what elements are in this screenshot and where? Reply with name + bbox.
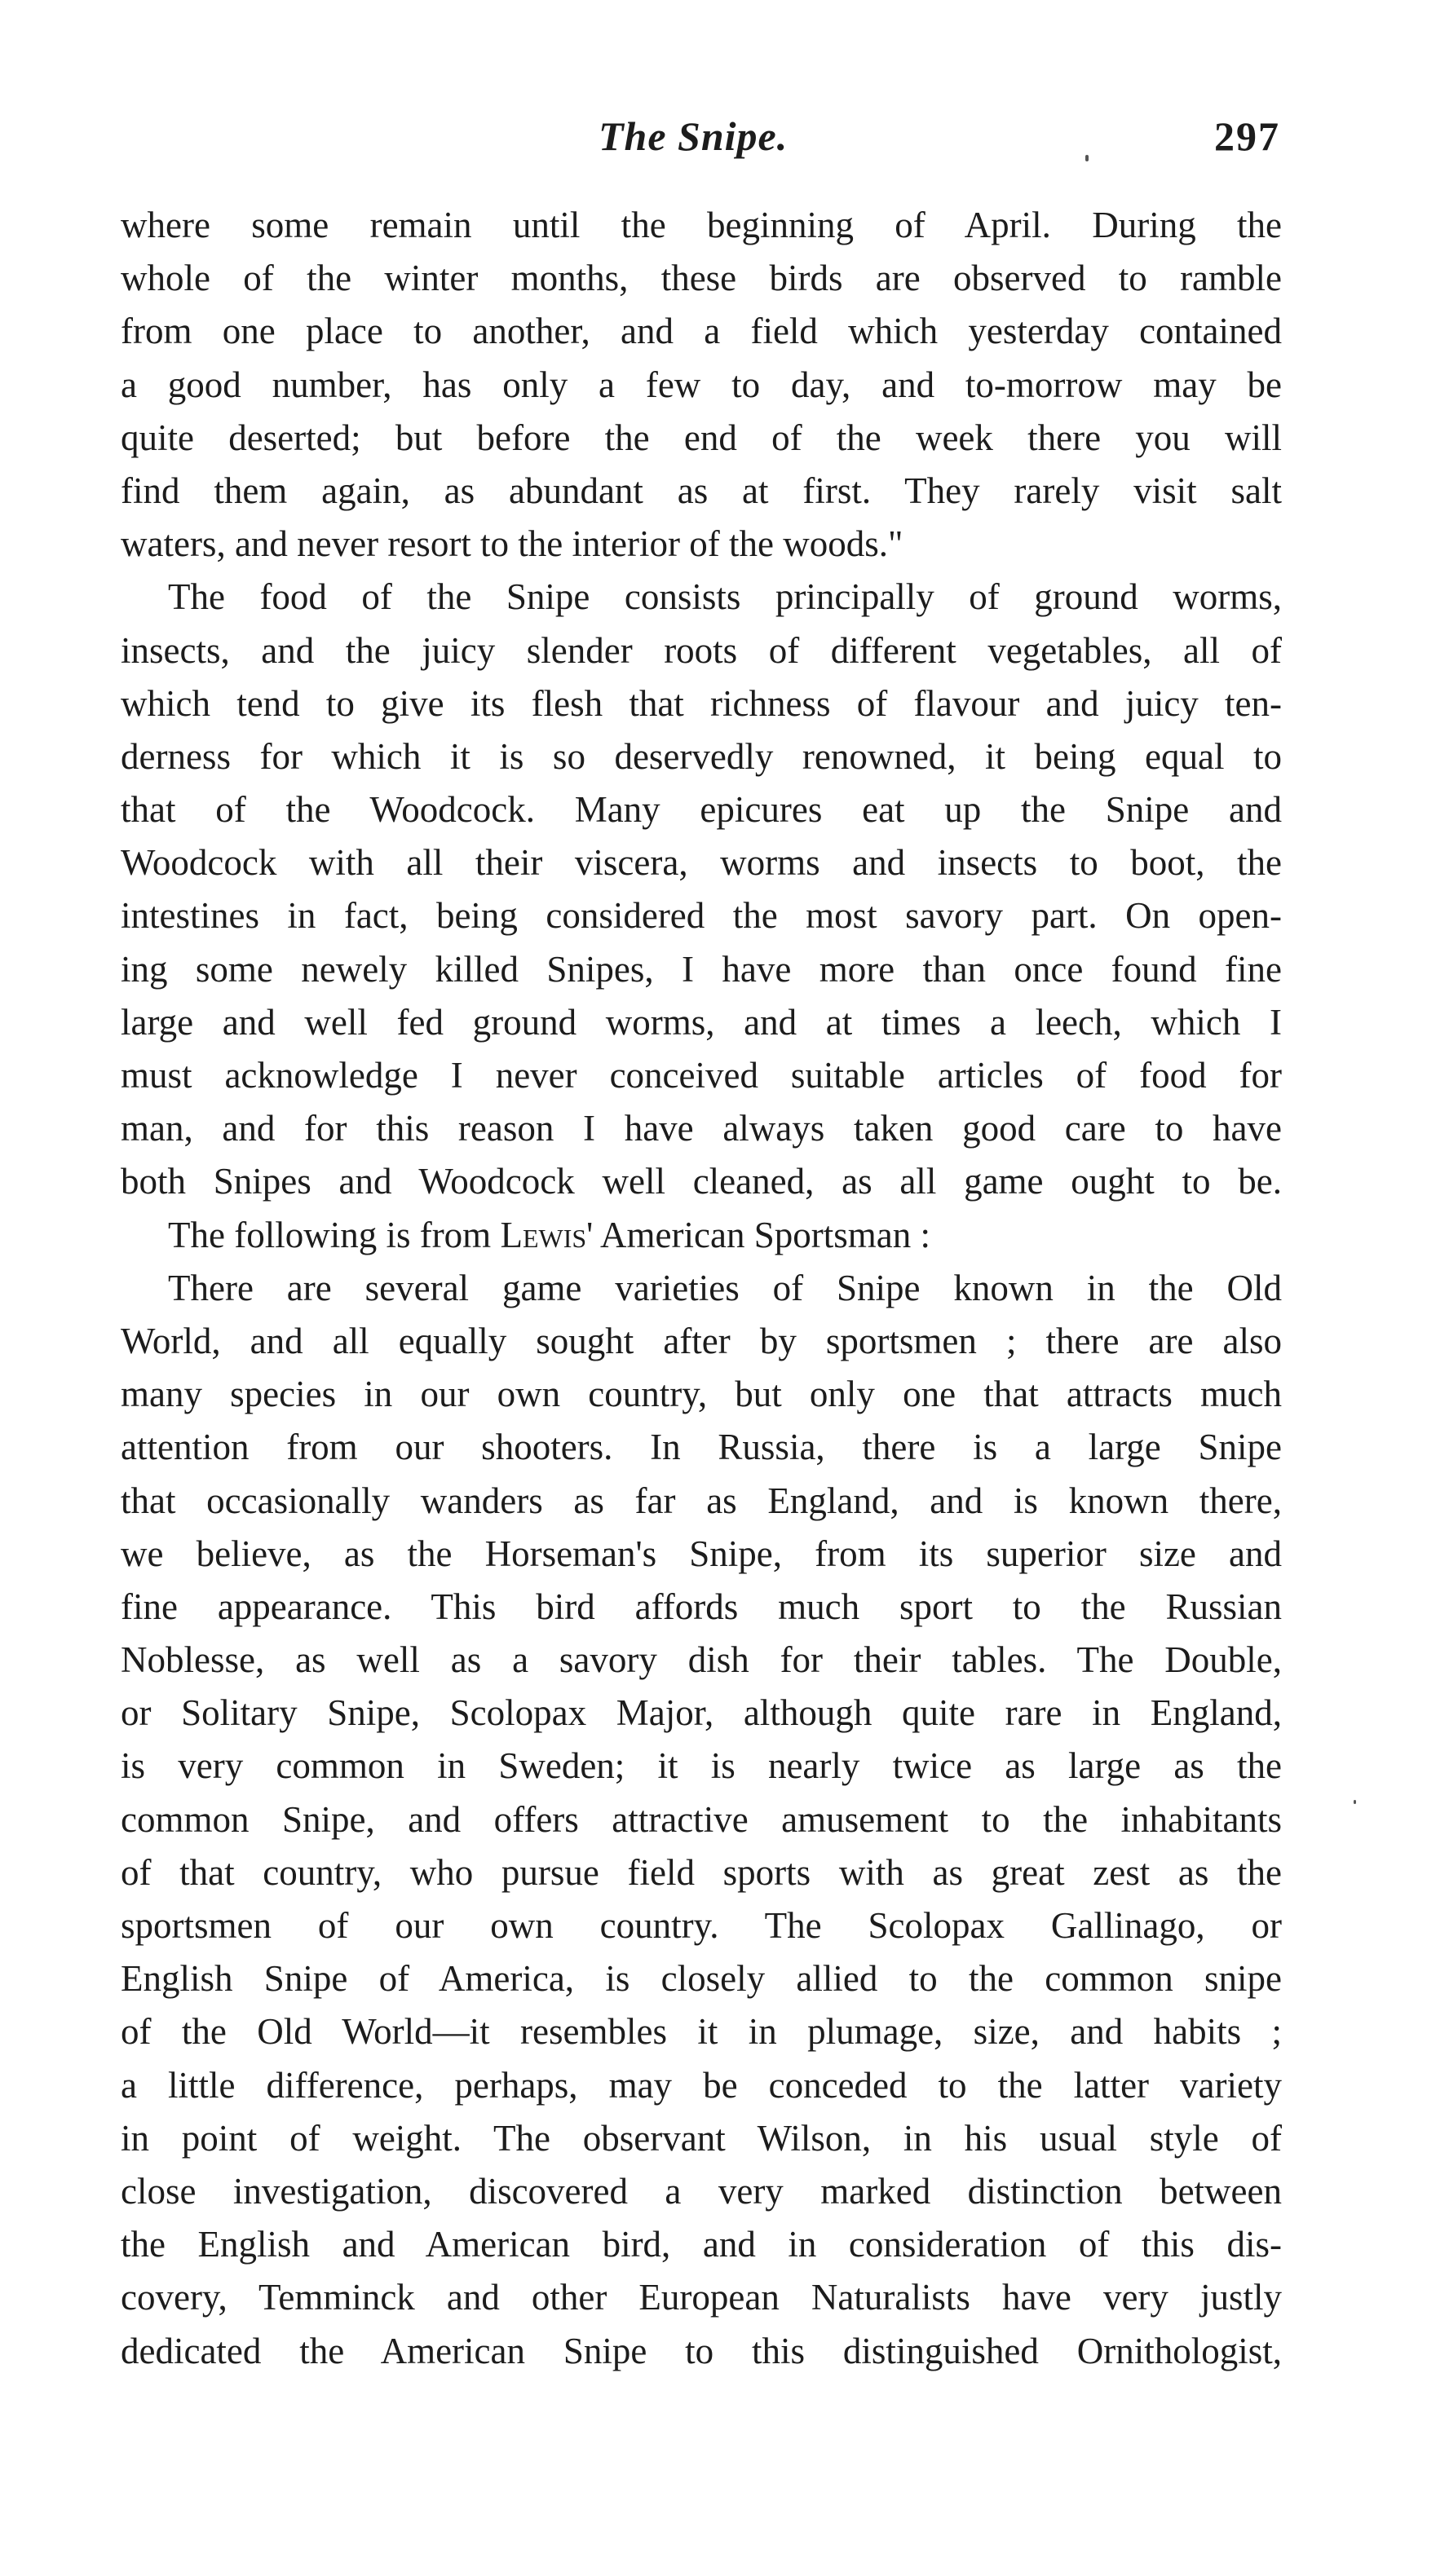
running-head [122, 112, 1280, 178]
text-line: covery, Temminck and other European Naturalists have very justly [121, 2277, 1282, 2318]
page-number: 297 [1214, 113, 1280, 159]
text-line: waters, and never resort to the interior of the woods." [121, 523, 903, 565]
text-line: insects, and the juicy slender roots of different vegetables, all of [121, 629, 1282, 671]
text-line: that of the Woodcock. Many epicures eat up the Snipe and [121, 789, 1282, 831]
text-line: the English and American bird, and in consideration of this dis- [121, 2224, 1282, 2265]
print-speck [1085, 155, 1089, 161]
text-line: find them again, as abundant as at first. They rarely visit salt [121, 470, 1282, 511]
text-line: close investigation, discovered a very marked distinction between [121, 2170, 1282, 2212]
text-line: World, and all equally sought after by sportsmen ; there are also [121, 1320, 1282, 1361]
text-line: both Snipes and Woodcock well cleaned, as all game ought to be. [121, 1161, 1282, 1202]
text-line: attention from our shooters. In Russia, there is a large Snipe [121, 1427, 1282, 1468]
text-line: common Snipe, and offers attractive amusement to the inhabitants [121, 1798, 1282, 1840]
text-line: from one place to another, and a field which yesterday contained [121, 311, 1282, 352]
text-line: of that country, who pursue field sports with as great zest as the [121, 1851, 1282, 1893]
text-line: sportsmen of our own country. The Scolopax Gallinago, or [121, 1905, 1282, 1946]
text-line: which tend to give its flesh that richness of flavour and juicy ten- [121, 682, 1282, 724]
text-line: English Snipe of America, is closely allied to the common snipe [121, 1958, 1282, 2000]
text-line: large and well fed ground worms, and at times a leech, which I [121, 1001, 1282, 1043]
text-line: a little difference, perhaps, may be conceded to the latter variety [121, 2064, 1282, 2106]
text-line: that occasionally wanders as far as England, and is known there, [121, 1480, 1282, 1521]
text-line: of the Old World—it resembles it in plumage, size, and habits ; [121, 2011, 1282, 2053]
running-title: The Snipe. [599, 113, 789, 159]
text-line: is very common in Sweden; it is nearly twice as large as the [121, 1745, 1282, 1787]
text-line: ing some newely killed Snipes, I have more than once found fine [121, 948, 1282, 990]
text-line: we believe, as the Horseman's Snipe, from its superior size and [121, 1533, 1282, 1574]
text-line: where some remain until the beginning of April. During the [121, 205, 1282, 245]
text-line: Noblesse, as well as a savory dish for their tables. The Double, [121, 1639, 1282, 1681]
text-line: dedicated the American Snipe to this distinguished Ornithologist, [121, 2330, 1282, 2371]
text-line: a good number, has only a few to day, and to-morrow may be [121, 364, 1282, 405]
text-line: derness for which it is so deservedly renowned, it being equal to [121, 735, 1282, 777]
text-line: The food of the Snipe consists principally of ground worms, [168, 576, 1282, 618]
text-line: The following is from Lewis' American Sportsman : [168, 1214, 930, 1255]
author-name: Lewis [500, 1214, 587, 1255]
print-speck [1354, 1800, 1356, 1804]
text-line: whole of the winter months, these birds are observed to ramble [121, 258, 1282, 299]
text-line: Woodcock with all their viscera, worms and insects to boot, the [121, 842, 1282, 884]
text-line: There are several game varieties of Snipe known in the Old [168, 1267, 1282, 1308]
body-text [121, 199, 1282, 2378]
text-line: or Solitary Snipe, Scolopax Major, although quite rare in England, [121, 1692, 1282, 1734]
text-line: intestines in fact, being considered the most savory part. On open- [121, 895, 1282, 937]
text-line: must acknowledge I never conceived suitable articles of food for [121, 1055, 1282, 1096]
text-line: in point of weight. The observant Wilson, in his usual style of [121, 2117, 1282, 2159]
text-line: quite deserted; but before the end of the week there you will [121, 417, 1282, 458]
text-line: man, and for this reason I have always taken good care to have [121, 1108, 1282, 1149]
text-line: many species in our own country, but only one that attracts much [121, 1374, 1282, 1415]
text-line: fine appearance. This bird affords much sport to the Russian [121, 1586, 1282, 1627]
